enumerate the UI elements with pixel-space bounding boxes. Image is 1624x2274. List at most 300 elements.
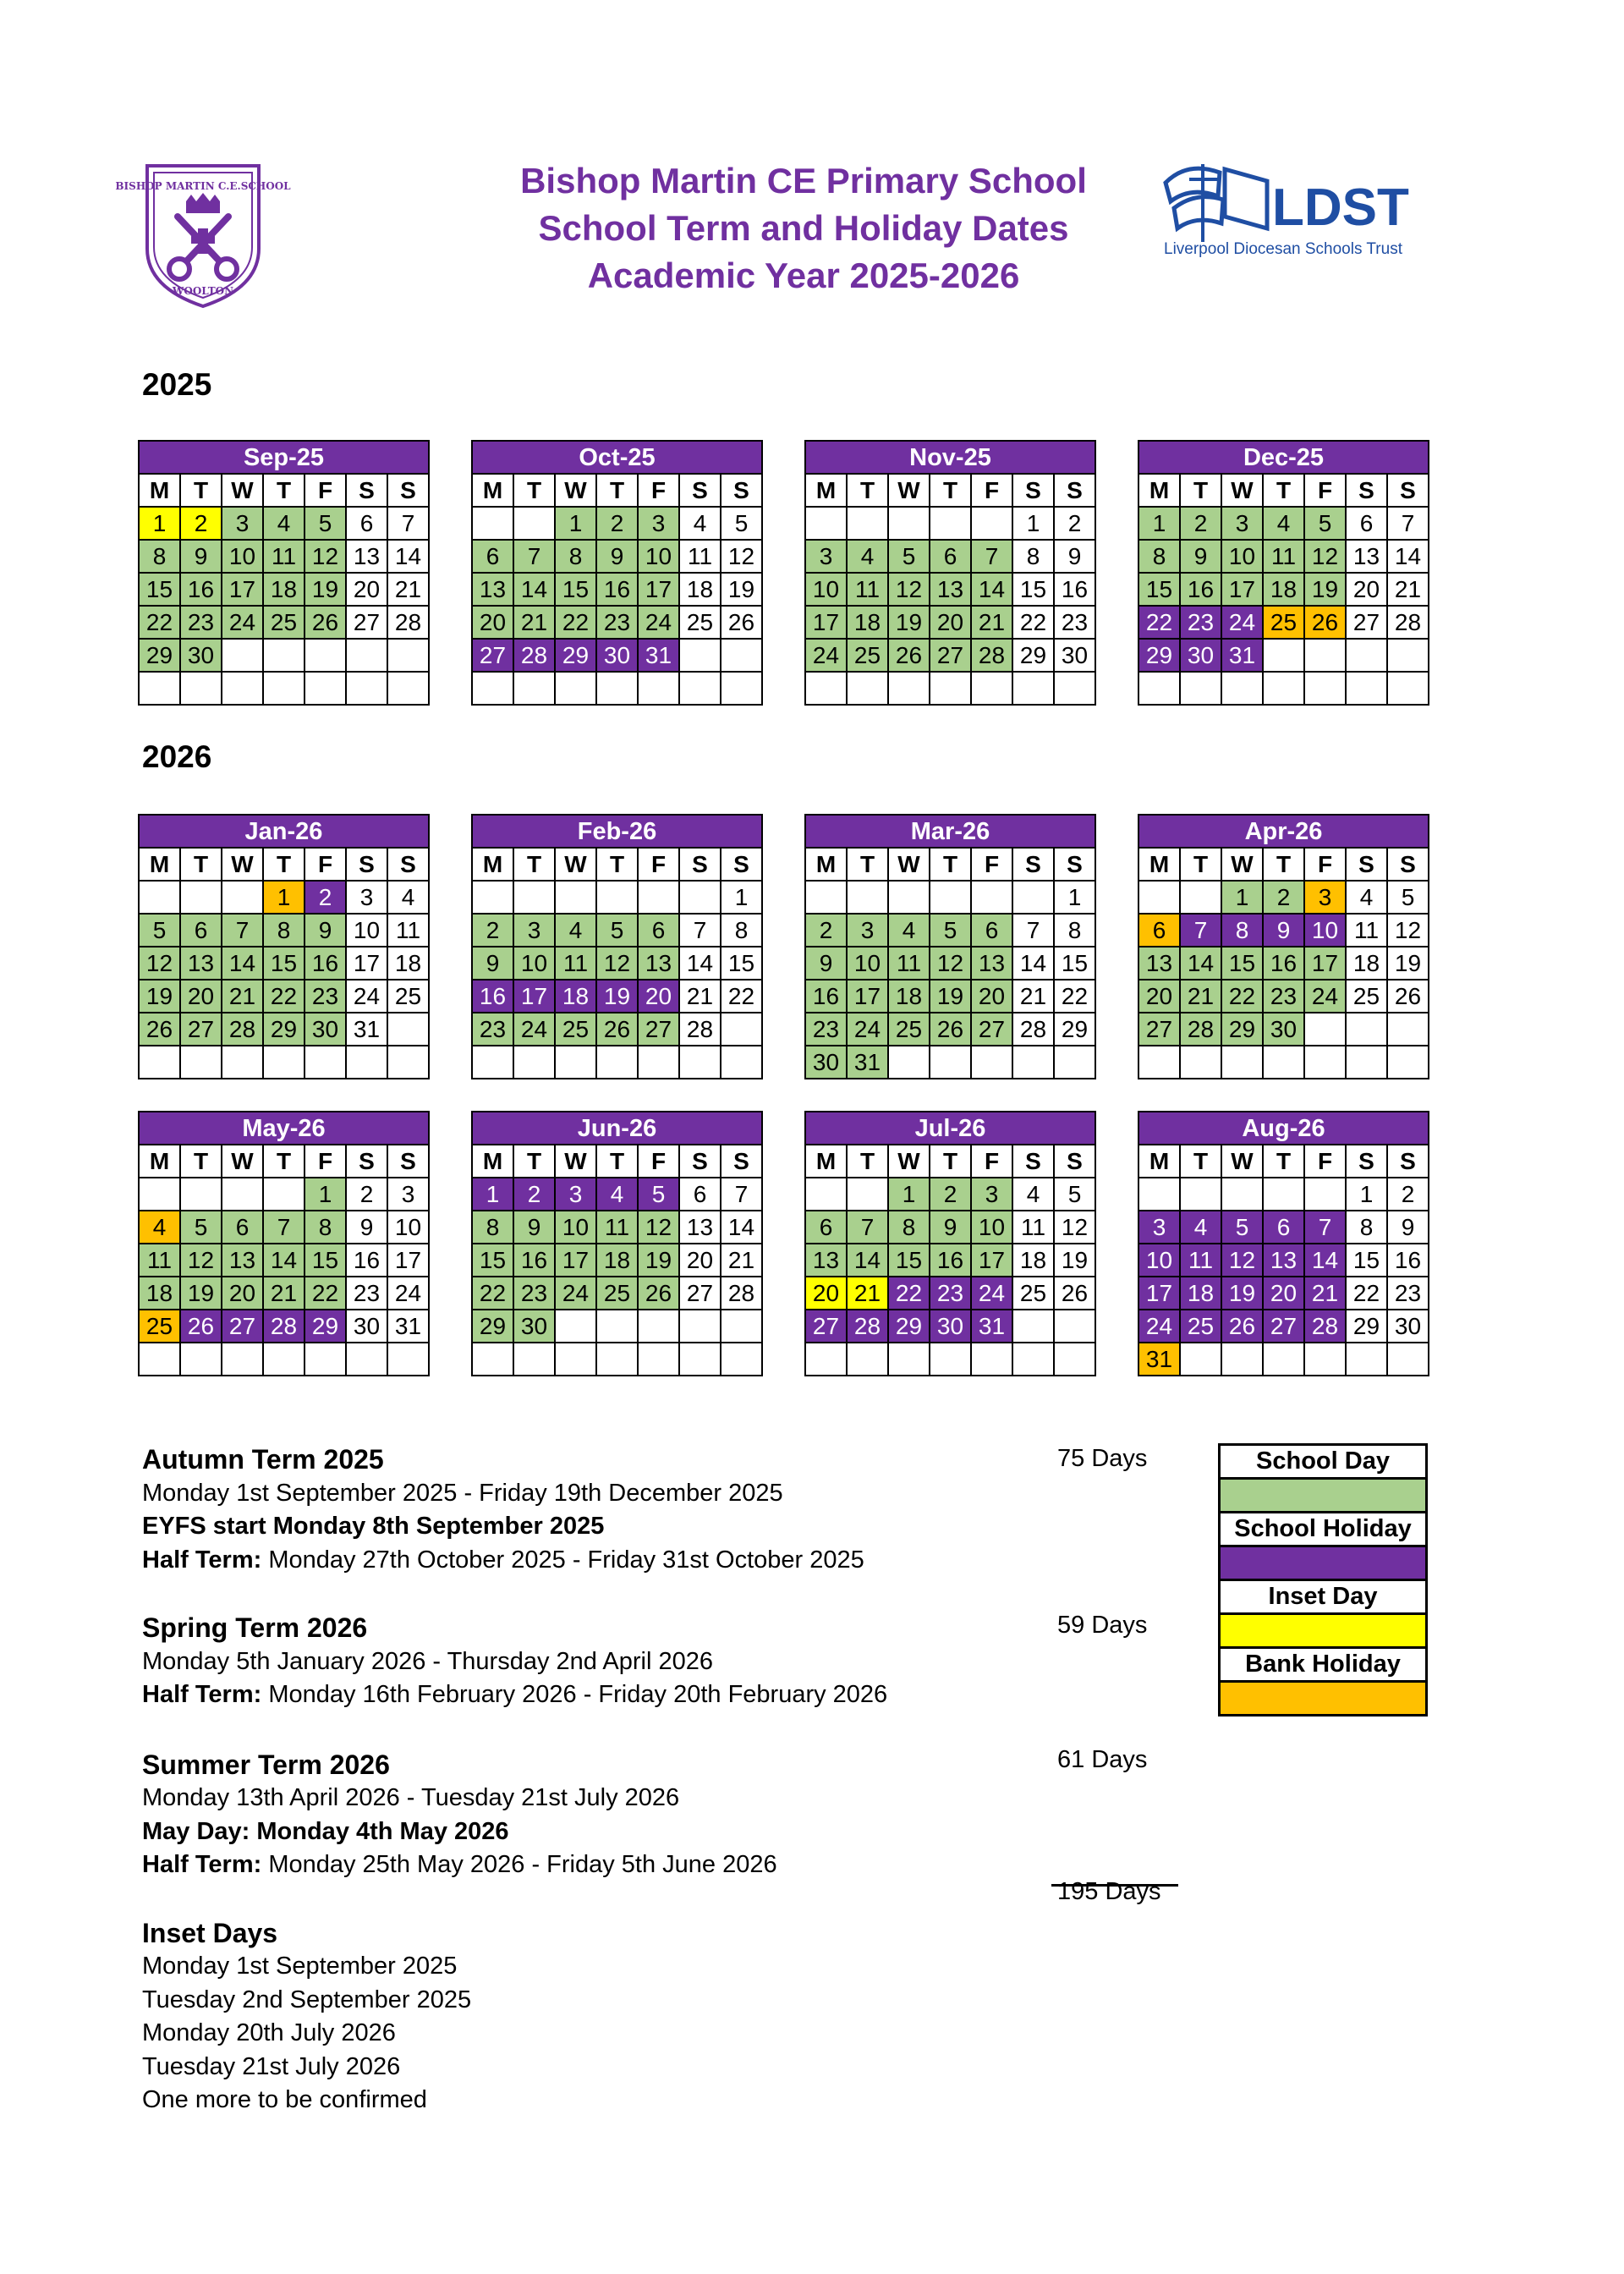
day-cell: 15 bbox=[721, 947, 762, 980]
day-cell: 2 bbox=[346, 1178, 387, 1211]
empty-cell bbox=[1346, 1343, 1387, 1376]
day-cell: 5 bbox=[888, 540, 930, 573]
day-cell: 26 bbox=[721, 606, 762, 639]
day-cell: 9 bbox=[1054, 540, 1095, 573]
day-cell: 18 bbox=[888, 980, 930, 1013]
empty-cell bbox=[139, 672, 180, 705]
day-cell: 21 bbox=[1012, 980, 1054, 1013]
weekday-header: F bbox=[304, 1145, 346, 1178]
weekday-header: S bbox=[346, 1145, 387, 1178]
day-cell: 17 bbox=[513, 980, 555, 1013]
empty-cell bbox=[638, 1343, 679, 1376]
empty-cell bbox=[263, 1046, 304, 1079]
weekday-header: M bbox=[472, 848, 513, 881]
empty-cell bbox=[1012, 672, 1054, 705]
day-cell: 3 bbox=[222, 507, 263, 540]
day-cell: 13 bbox=[805, 1244, 847, 1277]
day-cell: 12 bbox=[721, 540, 762, 573]
weekday-header: F bbox=[1304, 474, 1346, 507]
empty-cell bbox=[1221, 1046, 1263, 1079]
month-calendar-aug-26 bbox=[1138, 1111, 1429, 1376]
weekday-header: F bbox=[304, 848, 346, 881]
day-cell: 8 bbox=[1054, 914, 1095, 947]
day-cell: 27 bbox=[1346, 606, 1387, 639]
empty-cell bbox=[555, 881, 596, 914]
ldst-logo bbox=[1159, 157, 1429, 267]
day-cell: 22 bbox=[1138, 606, 1180, 639]
empty-cell bbox=[930, 1046, 971, 1079]
day-cell: 23 bbox=[930, 1277, 971, 1310]
day-cell: 6 bbox=[1346, 507, 1387, 540]
weekday-header: S bbox=[387, 474, 429, 507]
school-crest-logo bbox=[115, 161, 291, 310]
day-cell: 12 bbox=[888, 573, 930, 606]
empty-cell bbox=[971, 1046, 1012, 1079]
day-cell: 20 bbox=[930, 606, 971, 639]
weekday-header: M bbox=[472, 1145, 513, 1178]
weekday-header: T bbox=[847, 474, 888, 507]
legend-swatch-inset-day bbox=[1220, 1614, 1427, 1648]
day-cell: 2 bbox=[180, 507, 222, 540]
empty-cell bbox=[139, 1178, 180, 1211]
day-cell: 20 bbox=[180, 980, 222, 1013]
legend-label-inset-day: Inset Day bbox=[1220, 1580, 1427, 1614]
day-cell: 17 bbox=[387, 1244, 429, 1277]
day-cell: 14 bbox=[679, 947, 721, 980]
inset-day-item: Tuesday 21st July 2026 bbox=[142, 2052, 401, 2080]
summer-term-dates: Monday 13th April 2026 - Tuesday 21st July 2026 bbox=[142, 1784, 680, 1811]
day-cell: 12 bbox=[1221, 1244, 1263, 1277]
year-heading-2025: 2025 bbox=[142, 367, 212, 402]
empty-cell bbox=[387, 1343, 429, 1376]
day-cell: 19 bbox=[1387, 947, 1429, 980]
day-cell: 17 bbox=[805, 606, 847, 639]
day-cell: 27 bbox=[638, 1013, 679, 1046]
day-cell: 3 bbox=[555, 1178, 596, 1211]
empty-cell bbox=[387, 1046, 429, 1079]
weekday-header: S bbox=[1346, 474, 1387, 507]
day-cell: 1 bbox=[888, 1178, 930, 1211]
day-cell: 30 bbox=[346, 1310, 387, 1343]
empty-cell bbox=[1304, 672, 1346, 705]
day-cell: 10 bbox=[1138, 1244, 1180, 1277]
day-cell: 25 bbox=[387, 980, 429, 1013]
day-cell: 15 bbox=[555, 573, 596, 606]
month-name: Oct-25 bbox=[472, 441, 762, 474]
empty-cell bbox=[1346, 672, 1387, 705]
day-cell: 14 bbox=[971, 573, 1012, 606]
empty-cell bbox=[847, 507, 888, 540]
day-cell: 9 bbox=[1263, 914, 1304, 947]
empty-cell bbox=[472, 1046, 513, 1079]
day-cell: 14 bbox=[387, 540, 429, 573]
day-cell: 11 bbox=[1263, 540, 1304, 573]
summer-half-term-label: Half Term: bbox=[142, 1851, 262, 1878]
day-cell: 1 bbox=[472, 1178, 513, 1211]
legend-label-school-holiday: School Holiday bbox=[1220, 1513, 1427, 1546]
day-cell: 6 bbox=[679, 1178, 721, 1211]
month-name: Feb-26 bbox=[472, 815, 762, 848]
weekday-header: T bbox=[1263, 474, 1304, 507]
ldst-subtitle: Liverpool Diocesan Schools Trust bbox=[1164, 240, 1402, 258]
day-cell: 8 bbox=[1221, 914, 1263, 947]
inset-day-item: Monday 1st September 2025 bbox=[142, 1953, 458, 1980]
day-cell: 25 bbox=[847, 639, 888, 672]
month-calendar-mar-26 bbox=[804, 814, 1096, 1079]
day-cell: 23 bbox=[472, 1013, 513, 1046]
day-cell: 7 bbox=[513, 540, 555, 573]
empty-cell bbox=[721, 1046, 762, 1079]
weekday-header: T bbox=[930, 1145, 971, 1178]
day-cell: 4 bbox=[555, 914, 596, 947]
day-cell: 13 bbox=[679, 1211, 721, 1244]
weekday-header: T bbox=[847, 1145, 888, 1178]
day-cell: 7 bbox=[263, 1211, 304, 1244]
month-calendar-oct-25 bbox=[471, 440, 763, 706]
month-name: Mar-26 bbox=[805, 815, 1095, 848]
day-cell: 6 bbox=[930, 540, 971, 573]
empty-cell bbox=[930, 672, 971, 705]
day-cell: 7 bbox=[1012, 914, 1054, 947]
empty-cell bbox=[1180, 1178, 1221, 1211]
day-cell: 26 bbox=[930, 1013, 971, 1046]
day-cell: 24 bbox=[638, 606, 679, 639]
day-cell: 28 bbox=[387, 606, 429, 639]
empty-cell bbox=[346, 672, 387, 705]
day-cell: 28 bbox=[263, 1310, 304, 1343]
day-cell: 4 bbox=[1012, 1178, 1054, 1211]
inset-day-item: Monday 20th July 2026 bbox=[142, 2019, 396, 2046]
day-cell: 26 bbox=[1387, 980, 1429, 1013]
empty-cell bbox=[513, 1046, 555, 1079]
day-cell: 7 bbox=[1387, 507, 1429, 540]
day-cell: 13 bbox=[1138, 947, 1180, 980]
day-cell: 30 bbox=[180, 639, 222, 672]
day-cell: 18 bbox=[596, 1244, 638, 1277]
weekday-header: W bbox=[555, 474, 596, 507]
empty-cell bbox=[1263, 1343, 1304, 1376]
month-calendar-may-26 bbox=[138, 1111, 430, 1376]
day-cell: 9 bbox=[472, 947, 513, 980]
weekday-header: M bbox=[472, 474, 513, 507]
title-line-year: Academic Year 2025-2026 bbox=[587, 255, 1020, 295]
weekday-header: W bbox=[222, 474, 263, 507]
spring-term-dates: Monday 5th January 2026 - Thursday 2nd April 2026 bbox=[142, 1647, 713, 1675]
empty-cell bbox=[387, 639, 429, 672]
empty-cell bbox=[805, 507, 847, 540]
weekday-header: S bbox=[1387, 848, 1429, 881]
day-cell: 7 bbox=[387, 507, 429, 540]
day-cell: 29 bbox=[1054, 1013, 1095, 1046]
day-cell: 14 bbox=[721, 1211, 762, 1244]
day-cell: 28 bbox=[513, 639, 555, 672]
day-cell: 31 bbox=[638, 639, 679, 672]
day-cell: 17 bbox=[638, 573, 679, 606]
day-cell: 6 bbox=[805, 1211, 847, 1244]
legend bbox=[1218, 1443, 1428, 1716]
empty-cell bbox=[971, 672, 1012, 705]
day-cell: 25 bbox=[555, 1013, 596, 1046]
day-cell: 30 bbox=[1054, 639, 1095, 672]
ldst-logo-text: LDST bbox=[1272, 179, 1409, 237]
spring-term-days: 59 Days bbox=[1057, 1612, 1148, 1639]
empty-cell bbox=[1387, 639, 1429, 672]
day-cell: 2 bbox=[1387, 1178, 1429, 1211]
day-cell: 30 bbox=[1387, 1310, 1429, 1343]
weekday-header: S bbox=[1387, 474, 1429, 507]
empty-cell bbox=[721, 639, 762, 672]
day-cell: 31 bbox=[971, 1310, 1012, 1343]
empty-cell bbox=[139, 1046, 180, 1079]
day-cell: 13 bbox=[222, 1244, 263, 1277]
day-cell: 11 bbox=[139, 1244, 180, 1277]
day-cell: 19 bbox=[1054, 1244, 1095, 1277]
day-cell: 21 bbox=[263, 1277, 304, 1310]
empty-cell bbox=[1221, 1178, 1263, 1211]
day-cell: 27 bbox=[971, 1013, 1012, 1046]
weekday-header: T bbox=[596, 1145, 638, 1178]
day-cell: 17 bbox=[1138, 1277, 1180, 1310]
spring-half-term-label: Half Term: bbox=[142, 1681, 262, 1708]
day-cell: 6 bbox=[222, 1211, 263, 1244]
day-cell: 22 bbox=[139, 606, 180, 639]
day-cell: 23 bbox=[1263, 980, 1304, 1013]
day-cell: 18 bbox=[1180, 1277, 1221, 1310]
inset-day-item: One more to be confirmed bbox=[142, 2086, 427, 2113]
empty-cell bbox=[1304, 639, 1346, 672]
weekday-header: S bbox=[1012, 848, 1054, 881]
day-cell: 1 bbox=[1346, 1178, 1387, 1211]
day-cell: 21 bbox=[721, 1244, 762, 1277]
day-cell: 13 bbox=[472, 573, 513, 606]
empty-cell bbox=[1304, 1013, 1346, 1046]
day-cell: 11 bbox=[888, 947, 930, 980]
weekday-header: T bbox=[513, 848, 555, 881]
weekday-header: S bbox=[679, 474, 721, 507]
empty-cell bbox=[222, 1046, 263, 1079]
legend-label-bank-holiday: Bank Holiday bbox=[1220, 1648, 1427, 1682]
weekday-header: S bbox=[721, 474, 762, 507]
day-cell: 27 bbox=[346, 606, 387, 639]
day-cell: 7 bbox=[721, 1178, 762, 1211]
day-cell: 24 bbox=[555, 1277, 596, 1310]
day-cell: 26 bbox=[596, 1013, 638, 1046]
empty-cell bbox=[304, 639, 346, 672]
day-cell: 21 bbox=[971, 606, 1012, 639]
day-cell: 28 bbox=[1304, 1310, 1346, 1343]
day-cell: 20 bbox=[971, 980, 1012, 1013]
day-cell: 2 bbox=[805, 914, 847, 947]
day-cell: 5 bbox=[1221, 1211, 1263, 1244]
month-name: Nov-25 bbox=[805, 441, 1095, 474]
empty-cell bbox=[472, 672, 513, 705]
empty-cell bbox=[847, 1178, 888, 1211]
empty-cell bbox=[1304, 1178, 1346, 1211]
empty-cell bbox=[1012, 1343, 1054, 1376]
day-cell: 8 bbox=[263, 914, 304, 947]
day-cell: 3 bbox=[346, 881, 387, 914]
day-cell: 18 bbox=[139, 1277, 180, 1310]
day-cell: 13 bbox=[1346, 540, 1387, 573]
empty-cell bbox=[1346, 639, 1387, 672]
empty-cell bbox=[555, 1343, 596, 1376]
weekday-header: T bbox=[596, 474, 638, 507]
weekday-header: T bbox=[263, 474, 304, 507]
empty-cell bbox=[180, 881, 222, 914]
empty-cell bbox=[1180, 1343, 1221, 1376]
empty-cell bbox=[222, 639, 263, 672]
day-cell: 27 bbox=[472, 639, 513, 672]
empty-cell bbox=[1346, 1013, 1387, 1046]
weekday-header: M bbox=[139, 848, 180, 881]
weekday-header: M bbox=[805, 474, 847, 507]
autumn-term-heading: Autumn Term 2025 bbox=[142, 1444, 384, 1475]
day-cell: 19 bbox=[638, 1244, 679, 1277]
day-cell: 8 bbox=[888, 1211, 930, 1244]
empty-cell bbox=[1263, 672, 1304, 705]
day-cell: 8 bbox=[721, 914, 762, 947]
day-cell: 4 bbox=[888, 914, 930, 947]
day-cell: 30 bbox=[1180, 639, 1221, 672]
day-cell: 15 bbox=[263, 947, 304, 980]
day-cell: 28 bbox=[1012, 1013, 1054, 1046]
weekday-header: T bbox=[1263, 1145, 1304, 1178]
day-cell: 26 bbox=[1304, 606, 1346, 639]
day-cell: 1 bbox=[1054, 881, 1095, 914]
day-cell: 25 bbox=[888, 1013, 930, 1046]
day-cell: 11 bbox=[263, 540, 304, 573]
day-cell: 31 bbox=[847, 1046, 888, 1079]
day-cell: 4 bbox=[387, 881, 429, 914]
month-calendar-nov-25 bbox=[804, 440, 1096, 706]
day-cell: 1 bbox=[721, 881, 762, 914]
day-cell: 12 bbox=[638, 1211, 679, 1244]
term-details bbox=[142, 1443, 1073, 2117]
empty-cell bbox=[971, 1343, 1012, 1376]
empty-cell bbox=[222, 1178, 263, 1211]
empty-cell bbox=[222, 1343, 263, 1376]
day-cell: 29 bbox=[888, 1310, 930, 1343]
day-cell: 29 bbox=[1012, 639, 1054, 672]
day-cell: 8 bbox=[1346, 1211, 1387, 1244]
empty-cell bbox=[596, 1310, 638, 1343]
weekday-header: F bbox=[971, 474, 1012, 507]
day-cell: 15 bbox=[888, 1244, 930, 1277]
day-cell: 26 bbox=[1221, 1310, 1263, 1343]
day-cell: 5 bbox=[930, 914, 971, 947]
day-cell: 28 bbox=[847, 1310, 888, 1343]
day-cell: 13 bbox=[346, 540, 387, 573]
day-cell: 20 bbox=[1138, 980, 1180, 1013]
weekday-header: S bbox=[1346, 1145, 1387, 1178]
day-cell: 11 bbox=[1012, 1211, 1054, 1244]
weekday-header: W bbox=[888, 1145, 930, 1178]
day-cell: 10 bbox=[971, 1211, 1012, 1244]
day-cell: 19 bbox=[888, 606, 930, 639]
day-cell: 12 bbox=[1054, 1211, 1095, 1244]
empty-cell bbox=[1304, 1343, 1346, 1376]
month-name: May-26 bbox=[139, 1112, 429, 1145]
day-cell: 25 bbox=[139, 1310, 180, 1343]
day-cell: 17 bbox=[1304, 947, 1346, 980]
day-cell: 5 bbox=[1304, 507, 1346, 540]
month-name: Dec-25 bbox=[1138, 441, 1429, 474]
day-cell: 27 bbox=[805, 1310, 847, 1343]
day-cell: 10 bbox=[638, 540, 679, 573]
day-cell: 6 bbox=[971, 914, 1012, 947]
weekday-header: S bbox=[1012, 474, 1054, 507]
day-cell: 23 bbox=[596, 606, 638, 639]
weekday-header: W bbox=[222, 848, 263, 881]
day-cell: 4 bbox=[847, 540, 888, 573]
month-calendar-feb-26 bbox=[471, 814, 763, 1079]
day-cell: 9 bbox=[596, 540, 638, 573]
day-cell: 16 bbox=[513, 1244, 555, 1277]
day-cell: 30 bbox=[1263, 1013, 1304, 1046]
day-cell: 8 bbox=[1012, 540, 1054, 573]
weekday-header: F bbox=[638, 1145, 679, 1178]
year-heading-2026: 2026 bbox=[142, 739, 212, 774]
empty-cell bbox=[596, 672, 638, 705]
day-cell: 26 bbox=[139, 1013, 180, 1046]
day-cell: 22 bbox=[1054, 980, 1095, 1013]
empty-cell bbox=[1138, 881, 1180, 914]
day-cell: 14 bbox=[1012, 947, 1054, 980]
weekday-header: S bbox=[721, 848, 762, 881]
empty-cell bbox=[387, 672, 429, 705]
day-cell: 10 bbox=[847, 947, 888, 980]
day-cell: 15 bbox=[304, 1244, 346, 1277]
weekday-header: S bbox=[1012, 1145, 1054, 1178]
day-cell: 3 bbox=[513, 914, 555, 947]
day-cell: 19 bbox=[721, 573, 762, 606]
day-cell: 15 bbox=[1054, 947, 1095, 980]
weekday-header: S bbox=[679, 848, 721, 881]
empty-cell bbox=[638, 881, 679, 914]
autumn-term-days: 75 Days bbox=[1057, 1445, 1148, 1472]
weekday-header: T bbox=[513, 1145, 555, 1178]
day-cell: 23 bbox=[513, 1277, 555, 1310]
legend-swatch-school-day bbox=[1220, 1479, 1427, 1513]
empty-cell bbox=[304, 672, 346, 705]
inset-day-item: Tuesday 2nd September 2025 bbox=[142, 1986, 472, 2013]
empty-cell bbox=[721, 1310, 762, 1343]
day-cell: 3 bbox=[1304, 881, 1346, 914]
crest-top-text: BISHOP MARTIN C.E.SCHOOL bbox=[115, 180, 291, 192]
day-cell: 18 bbox=[263, 573, 304, 606]
spring-half-term bbox=[142, 1678, 1073, 1712]
day-cell: 6 bbox=[1138, 914, 1180, 947]
day-cell: 4 bbox=[1346, 881, 1387, 914]
day-cell: 20 bbox=[1346, 573, 1387, 606]
day-cell: 2 bbox=[1180, 507, 1221, 540]
empty-cell bbox=[555, 1046, 596, 1079]
weekday-header: M bbox=[1138, 1145, 1180, 1178]
weekday-header: M bbox=[805, 1145, 847, 1178]
day-cell: 7 bbox=[847, 1211, 888, 1244]
day-cell: 19 bbox=[596, 980, 638, 1013]
empty-cell bbox=[222, 672, 263, 705]
day-cell: 17 bbox=[847, 980, 888, 1013]
weekday-header: T bbox=[1180, 848, 1221, 881]
empty-cell bbox=[1387, 1343, 1429, 1376]
month-calendar-jun-26 bbox=[471, 1111, 763, 1376]
empty-cell bbox=[847, 881, 888, 914]
may-day: May Day: Monday 4th May 2026 bbox=[142, 1817, 509, 1845]
empty-cell bbox=[1263, 1046, 1304, 1079]
day-cell: 8 bbox=[1138, 540, 1180, 573]
day-cell: 4 bbox=[596, 1178, 638, 1211]
